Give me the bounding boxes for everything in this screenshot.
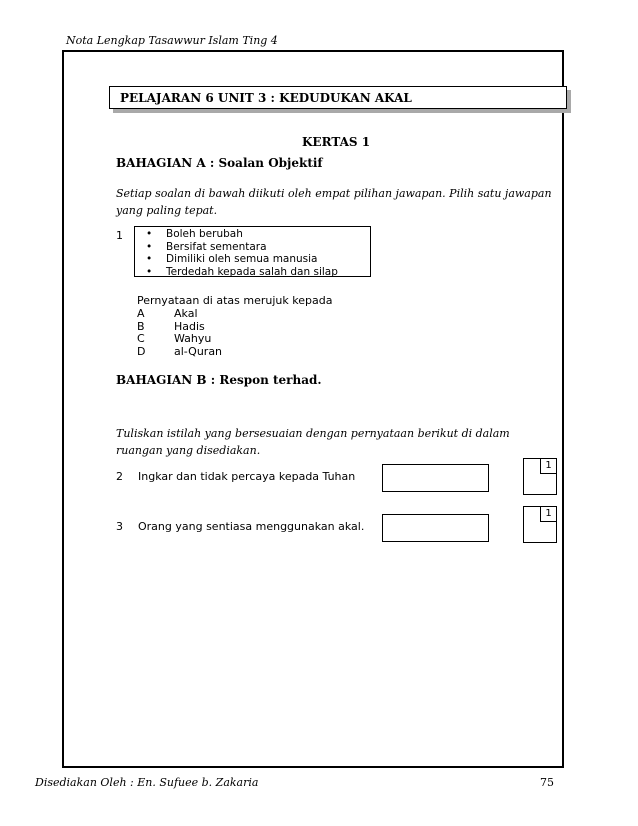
bullet-icon: • [146, 265, 153, 278]
question-1-stem: Pernyataan di atas merujuk kepada [137, 294, 333, 307]
question-3-mark-box [523, 506, 557, 543]
question-1-statements [146, 228, 338, 278]
question-1-number: 1 [116, 229, 123, 242]
statement-item: • Terdedah kepada salah dan silap [146, 265, 338, 278]
statement-item: • Dimiliki oleh semua manusia [146, 253, 318, 265]
section-a-instruction: Setiap soalan di bawah diikuti oleh empat pilihan jawapan. Pilih satu jawapan yang paling tepat. [116, 187, 552, 217]
question-2-mark-box [523, 458, 557, 495]
statement-item: • Bersifat sementara [146, 240, 267, 253]
paper-label: KERTAS 1 [302, 135, 371, 149]
question-3-mark: 1 [540, 506, 557, 522]
option-d[interactable]: D al-Quran [137, 345, 223, 359]
option-a[interactable]: A Akal [137, 307, 198, 320]
question-1-options [137, 308, 222, 359]
section-b-instruction: Tuliskan istilah yang bersesuaian dengan pernyataan berikut di dalam ruangan yang disediakan. [116, 427, 510, 457]
bullet-icon: • [146, 228, 153, 240]
footer-author: Disediakan Oleh : En. Sufuee b. Zakaria [35, 776, 259, 789]
question-3-answer-box[interactable] [382, 514, 489, 542]
section-a-title: BAHAGIAN A : Soalan Objektif [116, 156, 323, 170]
unit-title-box [109, 86, 567, 109]
bullet-icon: • [146, 253, 153, 265]
bullet-icon: • [146, 240, 153, 253]
section-b-title: BAHAGIAN B : Respon terhad. [116, 373, 322, 387]
page-number: 75 [540, 776, 554, 789]
statement-item: • Boleh berubah [146, 228, 243, 240]
question-3-number: 3 [116, 520, 123, 533]
question-3-text: Orang yang sentiasa menggunakan akal. [138, 520, 365, 533]
question-2-answer-box[interactable] [382, 464, 489, 492]
header-note: Nota Lengkap Tasawwur Islam Ting 4 [66, 34, 278, 47]
question-2-number: 2 [116, 470, 123, 483]
question-2-mark: 1 [540, 458, 557, 474]
option-b[interactable]: B Hadis [137, 319, 205, 333]
unit-title: PELAJARAN 6 UNIT 3 : KEDUDUKAN AKAL [120, 91, 412, 105]
question-2-text: Ingkar dan tidak percaya kepada Tuhan [138, 470, 356, 483]
option-c[interactable]: C Wahyu [137, 332, 212, 346]
